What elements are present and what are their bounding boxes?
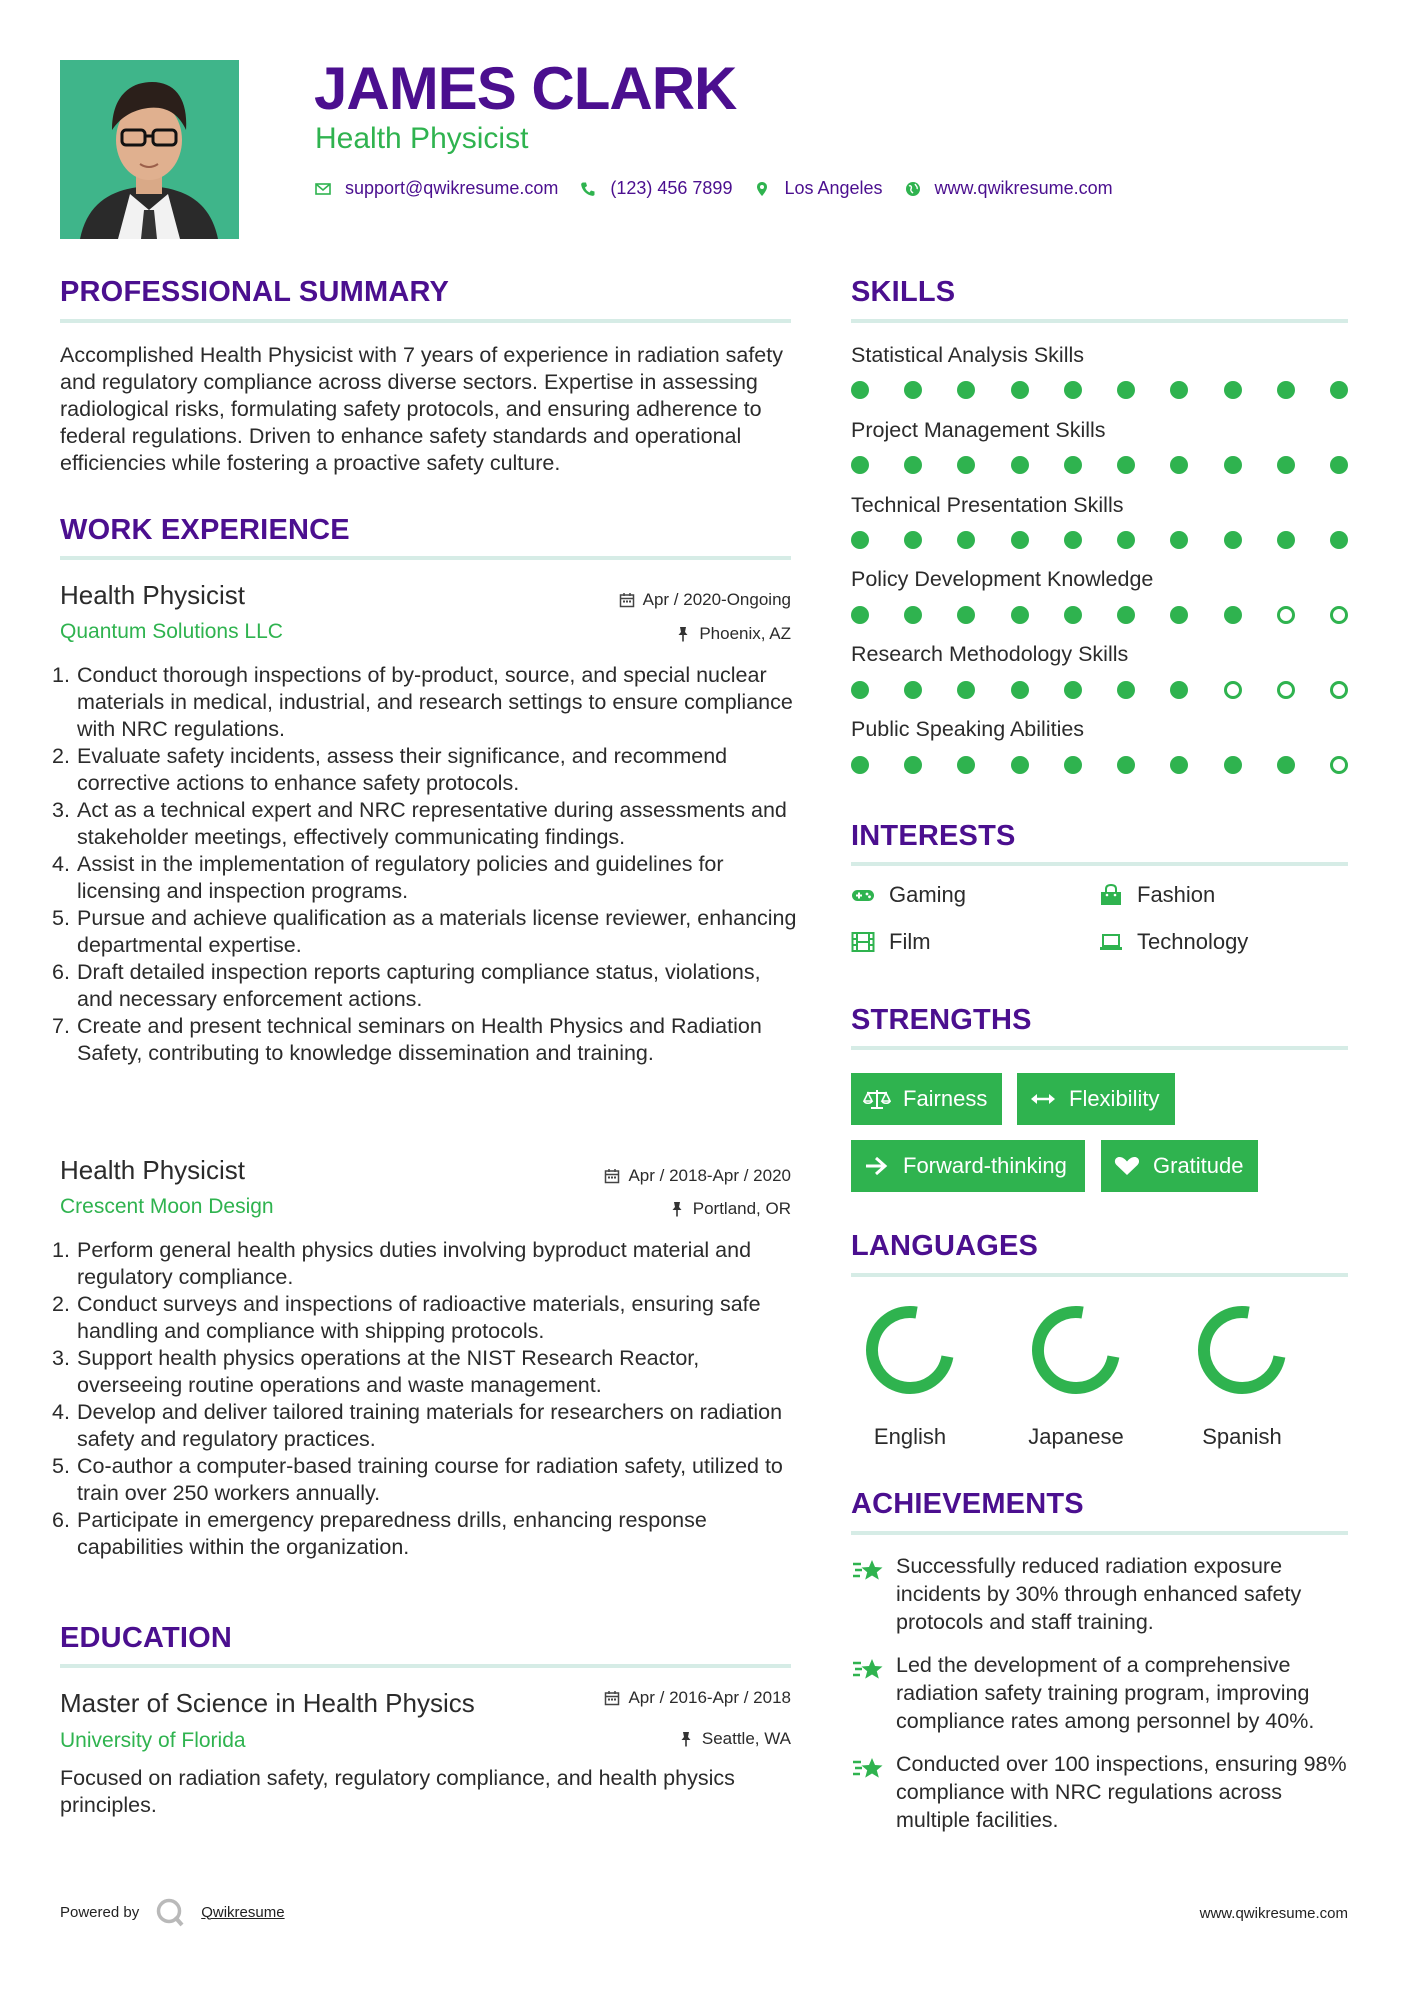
language-name: English xyxy=(873,1424,947,1449)
skill-dot-filled xyxy=(1224,381,1242,399)
job-location-text: Portland, OR xyxy=(692,1199,791,1218)
job-dates xyxy=(619,590,791,610)
skill-dot-filled xyxy=(1170,756,1188,774)
skill-dot-filled xyxy=(1277,531,1295,549)
pin-icon xyxy=(675,626,691,642)
powered-by-label: Powered by xyxy=(60,1903,140,1921)
skill-dot-filled xyxy=(1277,756,1295,774)
skill-dot-filled xyxy=(1117,606,1135,624)
interest-item: Technology xyxy=(1099,929,1248,955)
skill-dot-filled xyxy=(957,381,975,399)
education-location xyxy=(678,1729,791,1749)
languages-heading: LANGUAGES xyxy=(851,1230,1039,1262)
education-description: Focused on radiation safety, regulatory compliance, and health physics principles. xyxy=(60,1766,735,1817)
profile-photo xyxy=(60,60,239,239)
language-name: Japanese xyxy=(1028,1424,1124,1449)
skill-dot-filled xyxy=(1117,381,1135,399)
skill-dot-filled xyxy=(904,381,922,399)
interests-heading: INTERESTS xyxy=(851,820,1016,852)
skill-dot-empty xyxy=(1277,606,1295,624)
job-company: Crescent Moon Design xyxy=(60,1195,274,1218)
achievements-heading: ACHIEVEMENTS xyxy=(851,1488,1084,1520)
gamepad-icon xyxy=(851,884,875,906)
skill-dot-filled xyxy=(851,606,869,624)
education-dates xyxy=(604,1688,791,1708)
skill-dot-filled xyxy=(1011,606,1029,624)
skill-name: Technical Presentation Skills xyxy=(851,493,1124,517)
list-item: 1. Perform general health physics duties involving byproduct material and regulatory compliance. xyxy=(52,1238,752,1289)
strength-badge: Fairness xyxy=(851,1073,1002,1125)
skill-name: Project Management Skills xyxy=(851,418,1106,442)
calendar-icon xyxy=(619,592,635,608)
job-dates-text: Apr / 2018-Apr / 2020 xyxy=(628,1166,791,1185)
skill-dot-filled xyxy=(1064,606,1082,624)
envelope-icon xyxy=(315,181,331,197)
skill-dot-filled xyxy=(1011,681,1029,699)
skill-dot-filled xyxy=(1170,381,1188,399)
language-level-arc xyxy=(872,1312,947,1388)
skill-dot-filled xyxy=(1224,606,1242,624)
skill-dot-empty xyxy=(1330,681,1348,699)
skill-name: Statistical Analysis Skills xyxy=(851,343,1084,367)
summary-divider xyxy=(60,319,791,323)
skill-dot-filled xyxy=(904,681,922,699)
shopping-bag-icon xyxy=(1099,884,1123,906)
calendar-icon xyxy=(604,1168,620,1184)
arrows-horizontal-icon xyxy=(1029,1088,1057,1110)
arrow-right-icon xyxy=(863,1155,891,1177)
portrait-image xyxy=(60,60,239,239)
job-dates-text: Apr / 2020-Ongoing xyxy=(642,590,791,609)
interests-divider xyxy=(851,862,1348,866)
skill-dot-filled xyxy=(1117,456,1135,474)
achievement-text: Successfully reduced radiation exposure incidents by 30% through enhanced safety protocols and staff training. xyxy=(896,1554,1302,1634)
skill-dot-filled xyxy=(1117,531,1135,549)
achievement-item xyxy=(851,1750,1361,1834)
contact-location xyxy=(754,178,882,199)
language-item xyxy=(1021,1300,1131,1450)
job-bullets xyxy=(52,662,797,1067)
job-title: Health Physicist xyxy=(60,1155,245,1185)
calendar-icon xyxy=(604,1690,620,1706)
contact-email-text: support@qwikresume.com xyxy=(345,178,559,198)
skill-dot-filled xyxy=(1064,531,1082,549)
skill-dot-filled xyxy=(1330,456,1348,474)
list-item: 2. Conduct surveys and inspections of radioactive materials, ensuring safe handling and compliance with shipping protocols. xyxy=(52,1292,761,1343)
skill-name: Research Methodology Skills xyxy=(851,642,1129,666)
school-name: University of Florida xyxy=(60,1729,246,1752)
achievements-divider xyxy=(851,1531,1348,1535)
pin-icon xyxy=(669,1201,685,1217)
skill-dot-filled xyxy=(1011,756,1029,774)
list-item: 2. Evaluate safety incidents, assess their significance, and recommend corrective actions to enhance safety protocols. xyxy=(52,744,728,795)
skill-dot-empty xyxy=(1330,756,1348,774)
skill-dot-filled xyxy=(1064,681,1082,699)
contact-location-text: Los Angeles xyxy=(784,178,883,198)
heart-icon xyxy=(1113,1155,1141,1177)
skill-rating xyxy=(851,531,1348,551)
skill-dot-filled xyxy=(1277,381,1295,399)
skills-divider xyxy=(851,319,1348,323)
interest-item: Gaming xyxy=(851,882,966,908)
job-dates xyxy=(604,1166,791,1186)
skill-dot-empty xyxy=(1330,606,1348,624)
skill-name: Public Speaking Abilities xyxy=(851,717,1085,741)
contact-phone[interactable] xyxy=(580,178,732,199)
skill-dot-filled xyxy=(904,456,922,474)
skill-rating xyxy=(851,381,1348,401)
list-item: 3. Support health physics operations at the NIST Research Reactor, overseeing routine operations and waste management. xyxy=(52,1346,700,1397)
interest-item: Film xyxy=(851,929,931,955)
skill-dot-filled xyxy=(1170,456,1188,474)
achievement-item xyxy=(851,1651,1361,1735)
skill-dot-filled xyxy=(957,456,975,474)
job-company: Quantum Solutions LLC xyxy=(60,620,283,643)
shooting-star-icon xyxy=(851,1651,896,1735)
skill-dot-filled xyxy=(851,456,869,474)
language-level-arc xyxy=(1204,1312,1279,1388)
contact-website-text: www.qwikresume.com xyxy=(934,178,1113,198)
contact-phone-text: (123) 456 7899 xyxy=(610,178,733,198)
achievement-text: Led the development of a comprehensive radiation safety training program, improving compliance rates among personnel by 40%. xyxy=(896,1653,1315,1733)
skill-dot-filled xyxy=(1224,531,1242,549)
footer-site-link[interactable]: www.qwikresume.com xyxy=(1199,1905,1348,1922)
globe-icon xyxy=(905,181,921,197)
interest-item: Fashion xyxy=(1099,882,1215,908)
list-item: 7. Create and present technical seminars on Health Physics and Radiation Safety, contributing to knowledge dissemination and training. xyxy=(52,1014,762,1065)
candidate-name: JAMES CLARK xyxy=(314,55,737,122)
job-title: Health Physicist xyxy=(60,580,245,610)
film-icon xyxy=(851,931,875,953)
education-heading: EDUCATION xyxy=(60,1622,233,1654)
achievement-text: Conducted over 100 inspections, ensuring 98% compliance with NRC regulations across multiple facilities. xyxy=(896,1752,1347,1832)
skill-dot-filled xyxy=(904,531,922,549)
education-location-text: Seattle, WA xyxy=(701,1729,791,1748)
skill-dot-filled xyxy=(1011,531,1029,549)
list-item: 5. Pursue and achieve qualification as a materials license reviewer, enhancing departmental expertise. xyxy=(52,906,797,957)
skill-dot-filled xyxy=(1064,381,1082,399)
language-level-arc xyxy=(1038,1312,1113,1388)
language-name: Spanish xyxy=(1202,1424,1282,1449)
list-item: 4. Assist in the implementation of regulatory policies and guidelines for licensing and inspection programs. xyxy=(52,852,724,903)
skill-dot-filled xyxy=(1064,756,1082,774)
job-location xyxy=(669,1199,791,1219)
strengths-heading: STRENGTHS xyxy=(851,1004,1032,1036)
contact-website[interactable] xyxy=(905,178,1113,199)
list-item: 6. Participate in emergency preparedness drills, enhancing response capabilities within the organization. xyxy=(52,1508,707,1559)
skill-dot-filled xyxy=(957,606,975,624)
skill-dot-filled xyxy=(1277,456,1295,474)
skill-dot-empty xyxy=(1224,681,1242,699)
strength-badge: Gratitude xyxy=(1101,1140,1258,1192)
strengths-divider xyxy=(851,1046,1348,1050)
qwikresume-link[interactable]: Qwikresume xyxy=(201,1903,285,1921)
skill-rating xyxy=(851,681,1348,701)
job-bullets xyxy=(52,1237,797,1561)
skill-dot-filled xyxy=(851,381,869,399)
list-item: 4. Develop and deliver tailored training materials for researchers on radiation safety and regulatory practices. xyxy=(52,1400,783,1451)
language-item xyxy=(1187,1300,1297,1450)
skill-dot-filled xyxy=(1011,381,1029,399)
language-ring xyxy=(1026,1300,1126,1400)
skill-dot-empty xyxy=(1277,681,1295,699)
shooting-star-icon xyxy=(851,1750,896,1834)
strength-badge: Flexibility xyxy=(1017,1073,1175,1125)
skill-rating xyxy=(851,756,1348,776)
footer-powered-by xyxy=(60,1897,285,1927)
skill-dot-filled xyxy=(1170,531,1188,549)
skill-dot-filled xyxy=(1117,756,1135,774)
skill-dot-filled xyxy=(1330,381,1348,399)
shooting-star-icon xyxy=(851,1552,896,1636)
skill-dot-filled xyxy=(1170,606,1188,624)
skill-dot-filled xyxy=(1170,681,1188,699)
skill-dot-filled xyxy=(1011,456,1029,474)
skill-dot-filled xyxy=(1224,456,1242,474)
skill-dot-filled xyxy=(957,681,975,699)
skill-dot-filled xyxy=(1224,756,1242,774)
experience-heading: WORK EXPERIENCE xyxy=(60,514,350,546)
list-item: 6. Draft detailed inspection reports capturing compliance status, violations, and necessary enforcement actions. xyxy=(52,960,761,1011)
balance-scale-icon xyxy=(863,1088,891,1110)
skill-dot-filled xyxy=(1117,681,1135,699)
skill-dot-filled xyxy=(904,756,922,774)
laptop-icon xyxy=(1099,931,1123,953)
degree-title: Master of Science in Health Physics xyxy=(60,1688,475,1718)
skill-dot-filled xyxy=(851,681,869,699)
languages-divider xyxy=(851,1273,1348,1277)
skill-dot-filled xyxy=(1330,531,1348,549)
language-ring xyxy=(1192,1300,1292,1400)
achievement-item xyxy=(851,1552,1361,1636)
list-item: 1. Conduct thorough inspections of by-product, source, and special nuclear materials in medical, industrial, and research settings to ensure compliance with NRC regulations. xyxy=(52,663,793,741)
skill-dot-filled xyxy=(957,756,975,774)
skill-name: Policy Development Knowledge xyxy=(851,567,1154,591)
contact-email[interactable] xyxy=(315,178,558,199)
skills-heading: SKILLS xyxy=(851,276,956,308)
list-item: 3. Act as a technical expert and NRC representative during assessments and stakeholder meetings, effectively communicating findings. xyxy=(52,798,787,849)
skill-dot-filled xyxy=(957,531,975,549)
pin-icon xyxy=(678,1731,694,1747)
skill-dot-filled xyxy=(904,606,922,624)
skill-dot-filled xyxy=(1064,456,1082,474)
contact-bar xyxy=(315,178,1135,199)
job-location-text: Phoenix, AZ xyxy=(699,624,791,643)
skill-dot-filled xyxy=(851,531,869,549)
education-divider xyxy=(60,1664,791,1668)
qwikresume-logo-icon xyxy=(155,1897,185,1927)
skill-dot-filled xyxy=(851,756,869,774)
phone-icon xyxy=(580,181,596,197)
education-dates-text: Apr / 2016-Apr / 2018 xyxy=(628,1688,791,1707)
candidate-title: Health Physicist xyxy=(315,122,529,155)
strength-badge: Forward-thinking xyxy=(851,1140,1085,1192)
skill-rating xyxy=(851,606,1348,626)
list-item: 5. Co-author a computer-based training course for radiation safety, utilized to train over 250 workers annually. xyxy=(52,1454,783,1505)
language-item xyxy=(855,1300,965,1450)
map-marker-icon xyxy=(754,181,770,197)
language-ring xyxy=(860,1300,960,1400)
job-location xyxy=(675,624,791,644)
summary-heading: PROFESSIONAL SUMMARY xyxy=(60,276,450,308)
experience-divider xyxy=(60,556,791,560)
skill-rating xyxy=(851,456,1348,476)
summary-text: Accomplished Health Physicist with 7 years of experience in radiation safety and regulatory compliance across diverse sectors. Expertise in assessing radiological risks, formulating safety protocols, and ensuring adherence to federal regulations. Driven to enhance safety standards and operational efficiencies while fostering a proactive safety culture. xyxy=(60,343,783,475)
